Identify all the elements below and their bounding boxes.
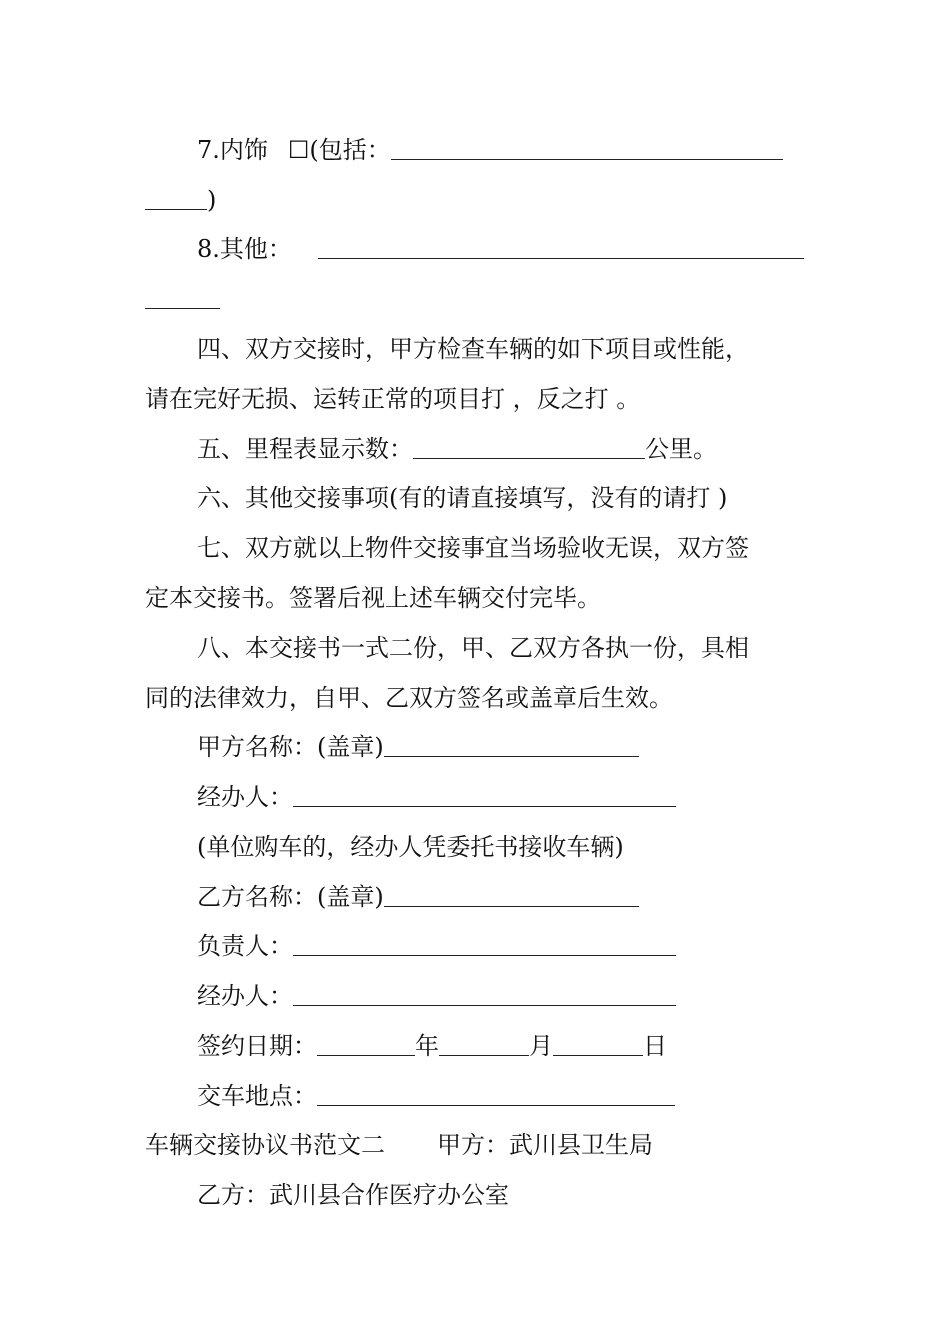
item-8-blank [318,232,804,259]
party-b-name-line [0,880,639,914]
responsible-line [0,929,676,963]
delivery-place-label: 交车地点： [197,1082,317,1110]
handler-b-line [0,979,676,1013]
item-7-blank [391,133,783,160]
party-b-name-label: 乙方名称：(盖章) [197,883,384,911]
odometer-unit: 公里。 [645,435,717,463]
item-7-continuation [0,183,216,217]
section-8-line-1: 八、本交接书一式二份，甲、乙双方各执一份，具相 [197,634,749,662]
delivery-place-line [0,1079,675,1113]
party-a-name-line [0,730,639,764]
item-8-blank-continued [145,282,220,309]
section-4-line-2: 请在完好无损、运转正常的项目打 ，反之打 。 [145,385,641,413]
year-label: 年 [415,1032,439,1060]
item-7-paren-open: (包括： [309,136,391,164]
item-7-line [0,133,783,167]
section-7-line-2: 定本交接书。签署后视上述车辆交付完毕。 [145,584,601,612]
day-label: 日 [643,1032,667,1060]
handler-a-line [0,780,676,814]
item-8-line [0,232,804,266]
party-b-name-blank [384,880,639,907]
handler-b-label: 经办人： [197,982,293,1010]
odometer-label: 五、里程表显示数： [197,435,413,463]
entrust-note: (单位购车的，经办人凭委托书接收车辆) [197,833,624,861]
handler-b-blank [293,979,676,1006]
responsible-label: 负责人： [197,932,293,960]
item-7-label: 7.内饰 [197,136,268,164]
item-8-continuation [0,282,220,316]
checkbox-icon: ☐ [287,136,310,164]
sample-2-party-a: 甲方：武川县卫生局 [437,1131,653,1159]
sign-date-label: 签约日期： [197,1032,317,1060]
party-a-name-blank [384,730,639,757]
section-6-line: 六、其他交接事项(有的请直接填写，没有的请打 ) [197,484,728,512]
day-blank [553,1029,643,1056]
item-8-label: 8.其他： [197,235,292,263]
sign-date-line [0,1029,667,1063]
year-blank [317,1029,415,1056]
item-7-blank-continued [145,183,207,210]
section-5-line [0,432,717,466]
section-8-line-2: 同的法律效力，自甲、乙双方签名或盖章后生效。 [145,684,673,712]
month-label: 月 [529,1032,553,1060]
handler-a-label: 经办人： [197,783,293,811]
sample-2-party-b: 乙方：武川县合作医疗办公室 [197,1181,509,1209]
odometer-blank [413,432,645,459]
delivery-place-blank [317,1079,675,1106]
item-7-paren-close: ) [207,186,217,214]
party-a-name-label: 甲方名称：(盖章) [197,733,384,761]
handler-a-blank [293,780,676,807]
month-blank [439,1029,529,1056]
section-4-line-1: 四、双方交接时，甲方检查车辆的如下项目或性能， [197,335,749,363]
sample-2-heading-line [0,1128,653,1162]
responsible-blank [293,929,676,956]
sample-2-title: 车辆交接协议书范文二 [145,1131,385,1159]
section-7-line-1: 七、双方就以上物件交接事宜当场验收无误，双方签 [197,534,749,562]
